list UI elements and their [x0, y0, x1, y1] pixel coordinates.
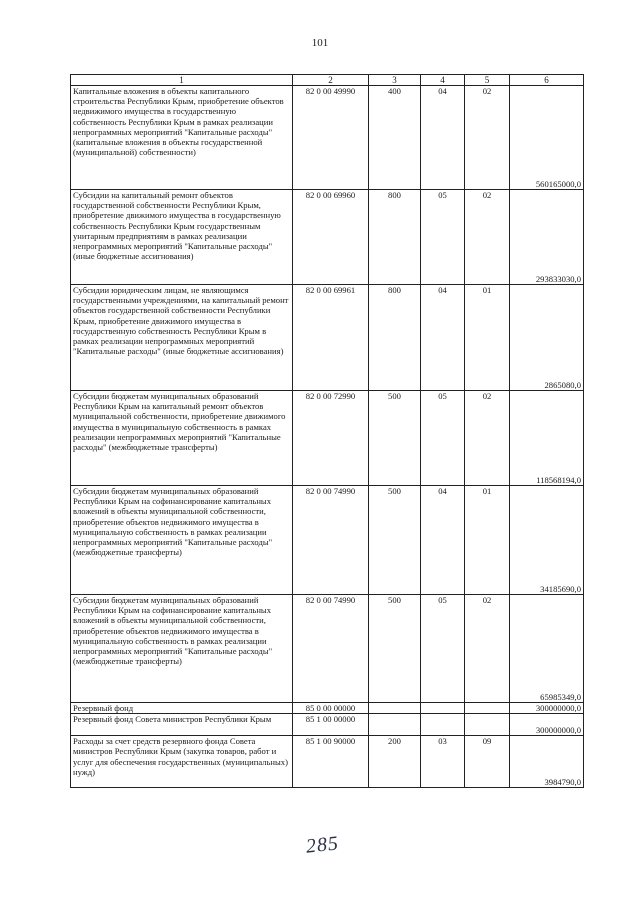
row-expense-type: [369, 703, 421, 714]
row-sum: 3984790,0: [510, 736, 584, 788]
row-expense-type: 400: [369, 86, 421, 190]
row-name: Субсидии бюджетам муниципальных образований Республики Крым на софинансирование капитальных вложений в объекты муниципальной собственности, приобретение объектов недвижимого имущества в муниципальную собственность в рамках реализации непрограммных мероприятий "Капитальные расходы" (межбюджетные трансферты): [71, 486, 293, 595]
row-sum: 118568194,0: [510, 391, 584, 486]
row-section: 05: [421, 190, 465, 285]
row-sum: 300000000,0: [510, 703, 584, 714]
row-section: [421, 714, 465, 736]
row-name: Капитальные вложения в объекты капитального строительства Республики Крым, приобретение объектов недвижимого имущества в государственную собственность Республики Крым в рамках реализации непрограммных мероприятий "Капитальные расходы" (капитальные вложения в объекты государственной (муниципальной) собственности): [71, 86, 293, 190]
row-name: Резервный фонд: [71, 703, 293, 714]
row-section: 04: [421, 285, 465, 391]
row-expense-type: 800: [369, 190, 421, 285]
row-subsection: [465, 703, 510, 714]
table-row: [71, 285, 584, 391]
row-section: [421, 703, 465, 714]
table-row: [71, 714, 584, 736]
row-section: 05: [421, 595, 465, 703]
row-subsection: 02: [465, 86, 510, 190]
row-code: 85 1 00 90000: [293, 736, 369, 788]
row-subsection: 01: [465, 285, 510, 391]
header-cell: 4: [421, 75, 465, 86]
row-name: Субсидии юридическим лицам, не являющимся государственными учреждениями, на капитальный ремонт объектов государственной собственности Республики Крым, приобретение движимого имущества в государственную собственность Республики Крым в рамках реализации непрограммных мероприятий "Капитальные расходы" (иные бюджетные ассигнования): [71, 285, 293, 391]
row-sum: 293833030,0: [510, 190, 584, 285]
row-expense-type: [369, 714, 421, 736]
header-cell: 6: [510, 75, 584, 86]
row-sum: 2865080,0: [510, 285, 584, 391]
row-section: 04: [421, 86, 465, 190]
table-row: [71, 595, 584, 703]
row-code: 85 1 00 00000: [293, 714, 369, 736]
row-section: 05: [421, 391, 465, 486]
row-code: 82 0 00 74990: [293, 595, 369, 703]
row-expense-type: 500: [369, 486, 421, 595]
row-subsection: 02: [465, 595, 510, 703]
table-row: [71, 736, 584, 788]
row-code: 82 0 00 49990: [293, 86, 369, 190]
table-row: [71, 190, 584, 285]
row-code: 82 0 00 74990: [293, 486, 369, 595]
page-number: 101: [311, 37, 329, 49]
table-header-row: [71, 75, 584, 86]
row-sum: 560165000,0: [510, 86, 584, 190]
row-section: 04: [421, 486, 465, 595]
header-cell: 2: [293, 75, 369, 86]
row-code: 82 0 00 69961: [293, 285, 369, 391]
row-code: 85 0 00 00000: [293, 703, 369, 714]
row-name: Резервный фонд Совета министров Республики Крым: [71, 714, 293, 736]
row-name: Субсидии бюджетам муниципальных образований Республики Крым на софинансирование капитальных вложений в объекты муниципальной собственности, приобретение объектов недвижимого имущества в муниципальную собственность в рамках реализации непрограммных мероприятий "Капитальные расходы" (межбюджетные трансферты): [71, 595, 293, 703]
header-cell: 3: [369, 75, 421, 86]
row-subsection: 09: [465, 736, 510, 788]
table-row: [71, 391, 584, 486]
row-subsection: 01: [465, 486, 510, 595]
row-expense-type: 200: [369, 736, 421, 788]
row-name: Субсидии на капитальный ремонт объектов государственной собственности Республики Крым, приобретение движимого имущества в государственную собственность Республики Крым государственным унитарным предприятиям в рамках реализации непрограммных мероприятий "Капитальные расходы" (иные бюджетные ассигнования): [71, 190, 293, 285]
row-code: 82 0 00 69960: [293, 190, 369, 285]
row-sum: 34185690,0: [510, 486, 584, 595]
handwritten-page-mark: 285: [304, 832, 341, 858]
header-cell: 1: [71, 75, 293, 86]
row-section: 03: [421, 736, 465, 788]
row-name: Расходы за счет средств резервного фонда Совета министров Республики Крым (закупка товаров, работ и услуг для обеспечения государственных (муниципальных) нужд): [71, 736, 293, 788]
row-expense-type: 500: [369, 391, 421, 486]
row-name: Субсидии бюджетам муниципальных образований Республики Крым на капитальный ремонт объектов муниципальной собственности, приобретение движимого имущества в муниципальную собственность в рамках реализации непрограммных мероприятий "Капитальные расходы" (межбюджетные трансферты): [71, 391, 293, 486]
row-code: 82 0 00 72990: [293, 391, 369, 486]
table-row: [71, 486, 584, 595]
row-expense-type: 500: [369, 595, 421, 703]
budget-table: [70, 74, 584, 788]
row-subsection: 02: [465, 391, 510, 486]
table-row: [71, 703, 584, 714]
table-row: [71, 86, 584, 190]
row-sum: 65985349,0: [510, 595, 584, 703]
row-sum: 300000000,0: [510, 714, 584, 736]
row-subsection: [465, 714, 510, 736]
row-expense-type: 800: [369, 285, 421, 391]
row-subsection: 02: [465, 190, 510, 285]
header-cell: 5: [465, 75, 510, 86]
